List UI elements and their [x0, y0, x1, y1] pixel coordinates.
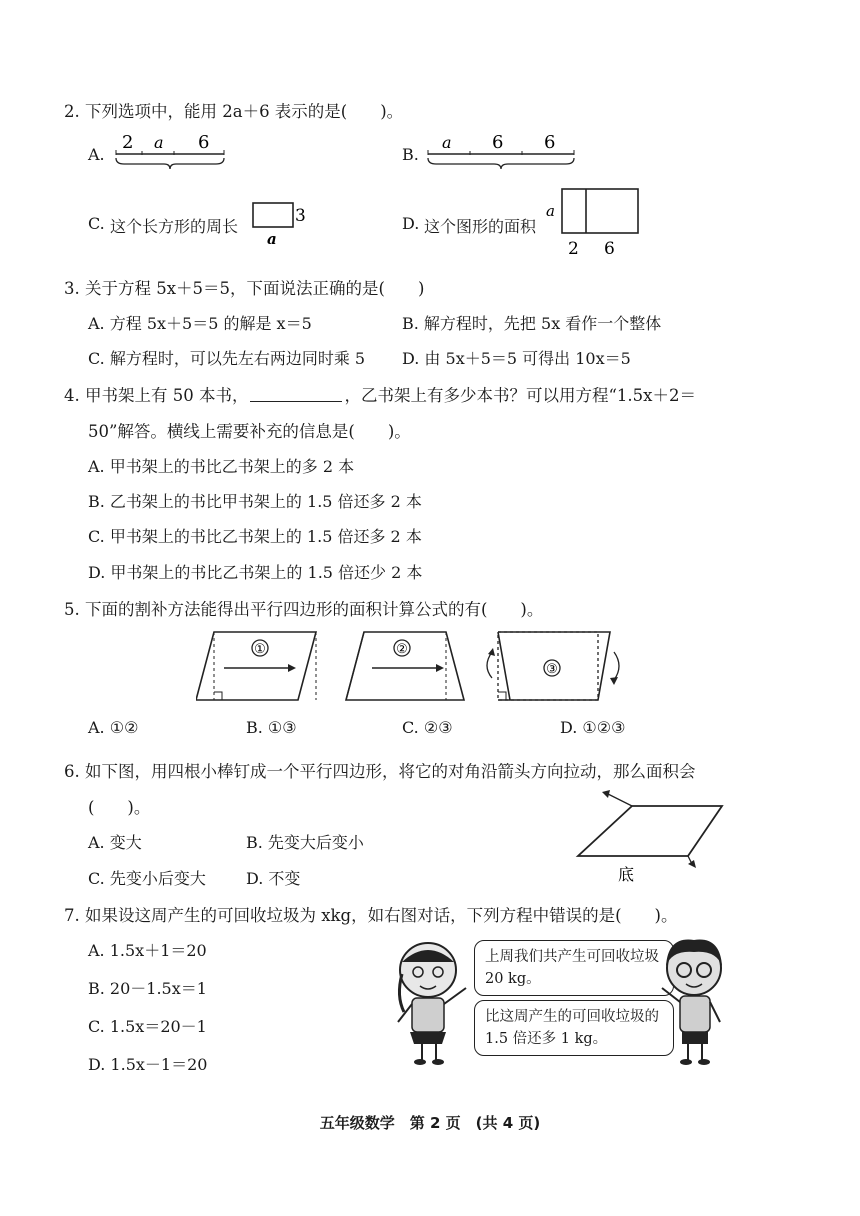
- q5-figure-2: [346, 632, 464, 700]
- q4-line1-end: ，乙书架上有多少本书？可以用方程“1.5x＋2＝: [344, 386, 696, 405]
- q5-stem: 5. 下面的割补方法能得出平行四边形的面积计算公式的有( )。: [64, 600, 544, 619]
- q5-figures: [196, 626, 636, 706]
- q3-option-a[interactable]: A. 方程 5x＋5＝5 的解是 x＝5: [88, 314, 312, 333]
- q4-option-d[interactable]: D. 甲书架上的书比乙书架上的 1.5 倍还少 2 本: [88, 563, 423, 582]
- q2-a-seg-2: a: [154, 133, 164, 152]
- q6-option-c[interactable]: C. 先变小后变大: [88, 869, 206, 888]
- q4-line1-start: 4. 甲书架上有 50 本书，: [64, 386, 249, 405]
- q2-c-bottom: a: [267, 230, 277, 248]
- speech-bubble-2: 比这周产生的可回收垃圾的 1.5 倍还多 1 kg。: [474, 1000, 674, 1056]
- q4-line1: [64, 382, 696, 406]
- q2-a-seg-3: 6: [198, 132, 210, 153]
- q3-option-c[interactable]: C. 解方程时，可以先左右两边同时乘 5: [88, 349, 366, 368]
- q4-option-c[interactable]: C. 甲书架上的书比乙书架上的 1.5 倍还多 2 本: [88, 527, 422, 546]
- q2-stem: 2. 下列选项中，能用 2a＋6 表示的是( )。: [64, 102, 404, 121]
- boy-illustration: [660, 936, 730, 1070]
- q6-parallelogram-figure: [570, 786, 730, 886]
- q7-option-c[interactable]: C. 1.5x＝20－1: [88, 1017, 207, 1036]
- q2-option-c-label[interactable]: C.: [88, 214, 105, 233]
- q2-d-side: a: [546, 202, 555, 220]
- q7-option-a[interactable]: A. 1.5x＋1＝20: [88, 941, 207, 960]
- q2-option-c-text: 这个长方形的周长: [110, 217, 239, 236]
- q4-line2: 50”解答。横线上需要补充的信息是( )。: [88, 422, 411, 441]
- q2-option-b-label[interactable]: B.: [402, 145, 419, 164]
- q3-option-d[interactable]: D. 由 5x＋5＝5 可得出 10x＝5: [402, 349, 631, 368]
- q7-option-b[interactable]: B. 20－1.5x＝1: [88, 979, 207, 998]
- q4-option-b[interactable]: B. 乙书架上的书比甲书架上的 1.5 倍还多 2 本: [88, 492, 422, 511]
- q2-option-c-rectangle: [248, 200, 314, 248]
- q2-d-bottom-1: 2: [568, 239, 579, 259]
- q2-c-side: 3: [295, 206, 306, 226]
- q2-option-a-brace: [112, 128, 232, 172]
- q5-figure-1: [196, 632, 316, 700]
- q5-figure-3: [487, 632, 619, 700]
- page-footer: 五年级数学 第 2 页 (共 4 页): [319, 1114, 541, 1132]
- q6-option-a[interactable]: A. 变大: [88, 833, 142, 852]
- q7-option-d[interactable]: D. 1.5x－1＝20: [88, 1055, 208, 1074]
- q2-d-bottom-2: 6: [604, 239, 615, 259]
- q6-option-b[interactable]: B. 先变大后变小: [246, 833, 364, 852]
- q5-figure-3-label: ③: [546, 662, 558, 677]
- q5-option-b[interactable]: B. ①③: [246, 718, 297, 737]
- girl-illustration: [390, 938, 470, 1068]
- q2-a-seg-1: 2: [122, 132, 134, 153]
- q2-option-d-text: 这个图形的面积: [424, 217, 537, 236]
- q5-figure-2-label: ②: [396, 642, 408, 657]
- q6-stem: 6. 如下图，用四根小棒钉成一个平行四边形，将它的对角沿箭头方向拉动，那么面积会: [64, 762, 696, 781]
- q2-option-a-label[interactable]: A.: [88, 145, 105, 164]
- q5-figure-1-label: ①: [254, 642, 266, 657]
- speech-bubble-1: 上周我们共产生可回收垃圾 20 kg。: [474, 940, 674, 996]
- q3-stem: 3. 关于方程 5x＋5＝5，下面说法正确的是( ): [64, 279, 425, 298]
- q6-stem-line2: ( )。: [88, 798, 151, 817]
- q7-stem: 7. 如果设这周产生的可回收垃圾为 xkg，如右图对话，下列方程中错误的是( )。: [64, 906, 678, 925]
- q2-option-d-label[interactable]: D.: [402, 214, 420, 233]
- q4-blank-line[interactable]: [250, 401, 342, 402]
- q2-option-b-brace: [424, 128, 584, 172]
- q5-option-d[interactable]: D. ①②③: [560, 718, 626, 737]
- q5-option-c[interactable]: C. ②③: [402, 718, 453, 737]
- q6-base-label: 底: [618, 865, 635, 884]
- q5-option-a[interactable]: A. ①②: [88, 718, 139, 737]
- q2-option-d-figure: [542, 186, 646, 260]
- q2-b-seg-2: 6: [492, 132, 504, 153]
- q6-option-d[interactable]: D. 不变: [246, 869, 301, 888]
- q2-b-seg-3: 6: [544, 132, 556, 153]
- q2-b-seg-1: a: [442, 133, 452, 152]
- q4-option-a[interactable]: A. 甲书架上的书比乙书架上的多 2 本: [88, 457, 355, 476]
- q3-option-b[interactable]: B. 解方程时，先把 5x 看作一个整体: [402, 314, 662, 333]
